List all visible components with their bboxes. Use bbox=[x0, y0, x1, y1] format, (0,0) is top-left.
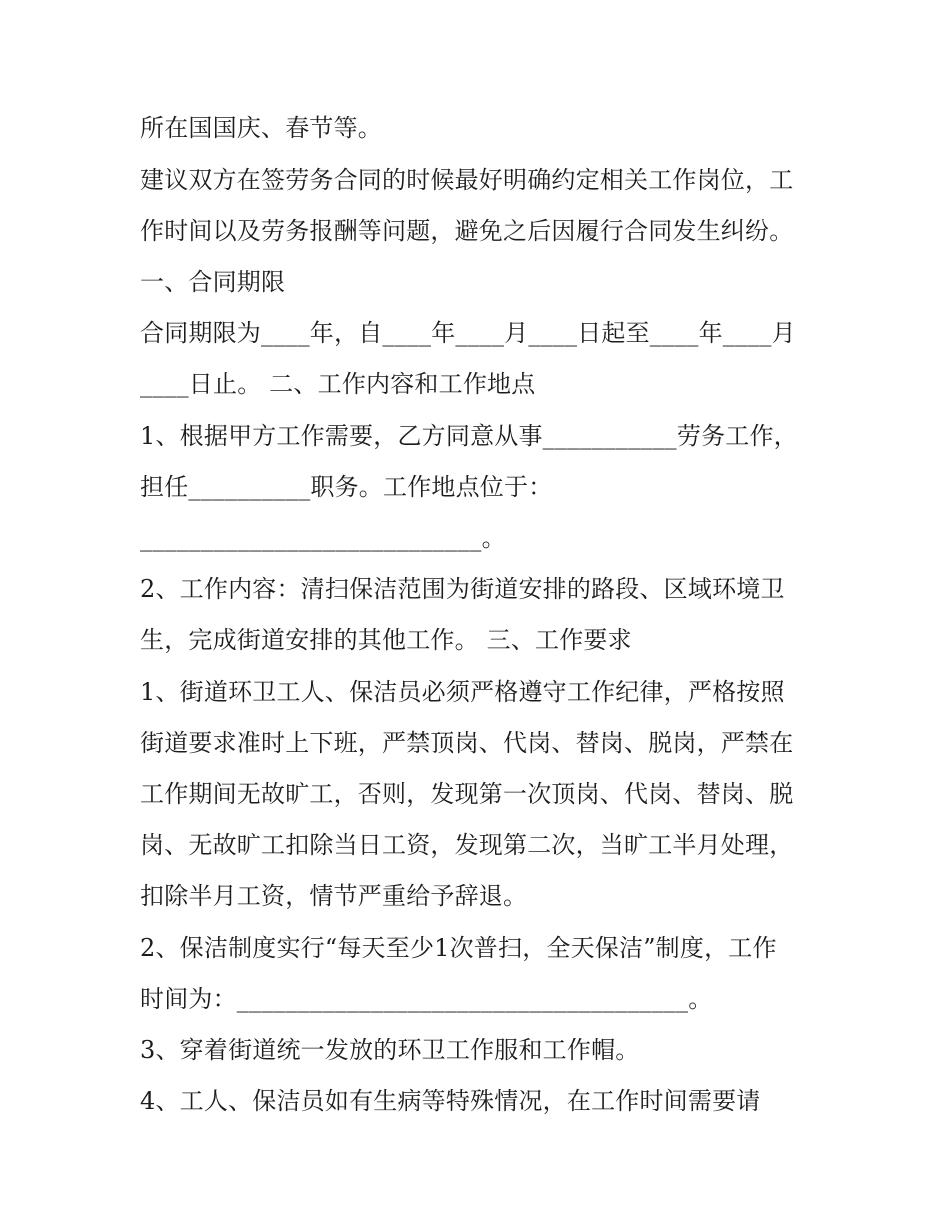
text-line: 作时间以及劳务报酬等问题，避免之后因履行合同发生纠纷。 bbox=[140, 217, 794, 245]
text-line: 工作期间无故旷工，否则，发现第一次顶岗、代岗、替岗、脱 bbox=[140, 780, 794, 808]
text-line: 2、保洁制度实行“每天至少1次普扫，全天保洁”制度，工作 bbox=[140, 934, 777, 962]
text-line: 担任__________职务。工作地点位于： bbox=[140, 473, 553, 501]
text-line: 合同期限为____年，自____年____月____日起至____年____月 bbox=[140, 319, 796, 347]
text-line: 4、工人、保洁员如有生病等特殊情况，在工作时间需要请 bbox=[140, 1087, 761, 1115]
text-line: 所在国国庆、春节等。 bbox=[140, 114, 382, 142]
text-line: ____________________________。 bbox=[140, 524, 506, 552]
text-line: 1、街道环卫工人、保洁员必须严格遵守工作纪律，严格按照 bbox=[140, 678, 785, 706]
text-line: 街道要求准时上下班，严禁顶岗、代岗、替岗、脱岗，严禁在 bbox=[140, 729, 794, 757]
text-line: 时间为：_____________________________________。 bbox=[140, 985, 713, 1013]
section-heading: 一、合同期限 bbox=[140, 268, 286, 296]
text-line: 3、穿着街道统一发放的环卫工作服和工作帽。 bbox=[140, 1036, 640, 1064]
text-line: 1、根据甲方工作需要，乙方同意从事___________劳务工作， bbox=[140, 422, 798, 450]
text-line: 建议双方在签劳务合同的时候最好明确约定相关工作岗位，工 bbox=[140, 166, 794, 194]
text-line: 2、工作内容：清扫保洁范围为街道安排的路段、区域环境卫 bbox=[140, 575, 785, 603]
text-line: ____日止。 二、工作内容和工作地点 bbox=[140, 370, 536, 398]
text-line: 扣除半月工资，情节严重给予辞退。 bbox=[140, 882, 528, 910]
text-line: 生，完成街道安排的其他工作。 三、工作要求 bbox=[140, 626, 632, 654]
text-line: 岗、无故旷工扣除当日工资，发现第二次，当旷工半月处理， bbox=[140, 831, 794, 859]
